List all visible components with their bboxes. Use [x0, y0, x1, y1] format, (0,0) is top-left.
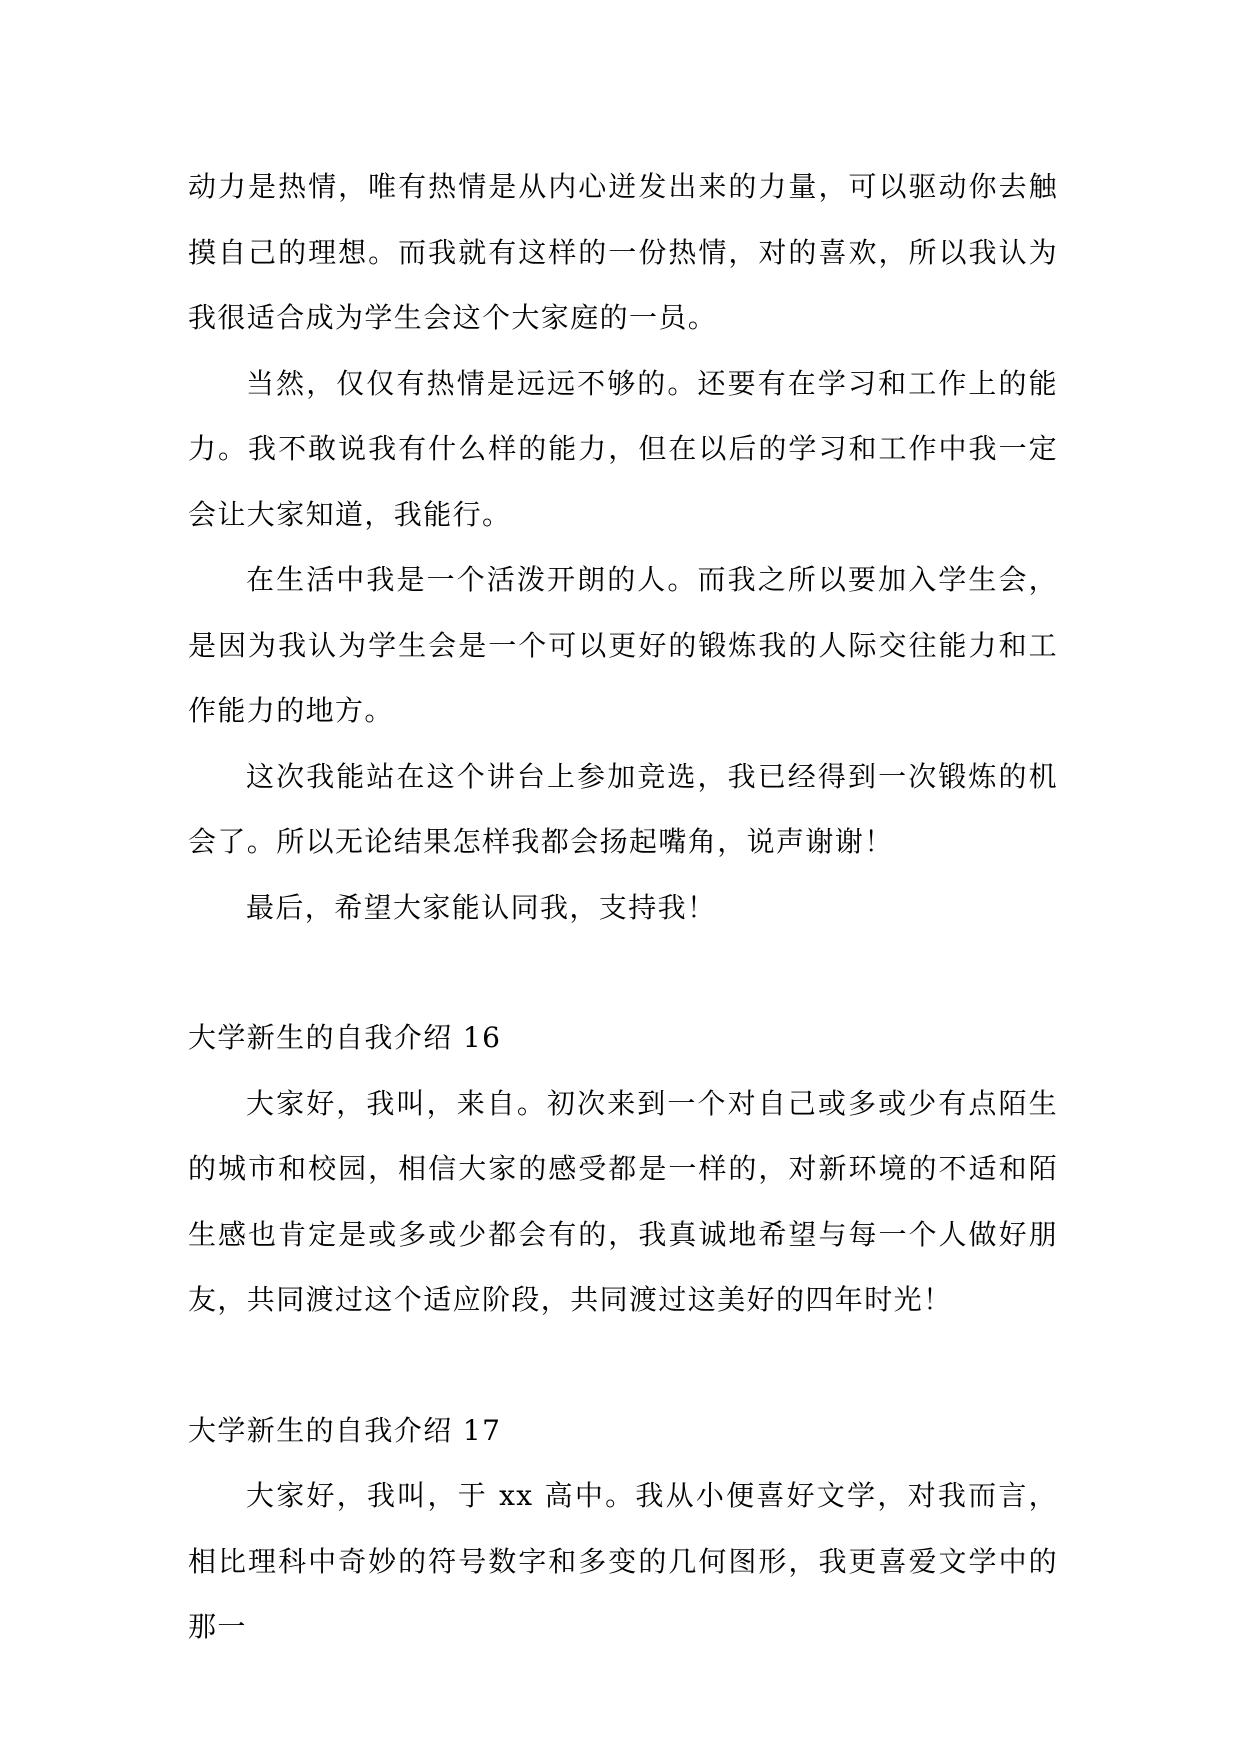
paragraph-closing: 最后，希望大家能认同我，支持我！ — [246, 890, 717, 924]
section-spacer — [188, 940, 1058, 1005]
section-16-paragraph: 大家好，我叫，来自。初次来到一个对自己或多或少有点陌生的城市和校园，相信大家的感受都是一样的，对新环境的不适和陌生感也肯定是或多或少都会有的，我真诚地希望与每一个人做好朋友，共同渡过这个适应阶段，共同渡过这美好的四年时光！ — [188, 1086, 1058, 1316]
paragraph-election: 这次我能站在这个讲台上参加竞选，我已经得到一次锻炼的机会了。所以无论结果怎样我都会扬起嘴角，说声谢谢！ — [188, 759, 1058, 858]
paragraph-personality: 在生活中我是一个活泼开朗的人。而我之所以要加入学生会，是因为我认为学生会是一个可以更好的锻炼我的人际交往能力和工作能力的地方。 — [188, 563, 1058, 727]
section-16-title: 大学新生的自我介绍 16 — [188, 1021, 502, 1054]
section-spacer — [188, 1333, 1058, 1398]
paragraph-ability: 当然，仅仅有热情是远远不够的。还要有在学习和工作上的能力。我不敢说我有什么样的能力，但在以后的学习和工作中我一定会让大家知道，我能行。 — [188, 366, 1058, 531]
paragraph-continued: 动力是热情，唯有热情是从内心迸发出来的力量，可以驱动你去触摸自己的理想。而我就有这样的一份热情，对的喜欢，所以我认为我很适合成为学生会这个大家庭的一员。 — [188, 170, 1058, 334]
section-17-title: 大学新生的自我介绍 17 — [188, 1413, 502, 1447]
section-17-paragraph: 大家好，我叫，于 xx 高中。我从小便喜好文学，对我而言，相比理科中奇妙的符号数字和多变的几何图形，我更喜爱文学中的那一 — [188, 1479, 1058, 1643]
document-body — [188, 154, 1058, 1660]
